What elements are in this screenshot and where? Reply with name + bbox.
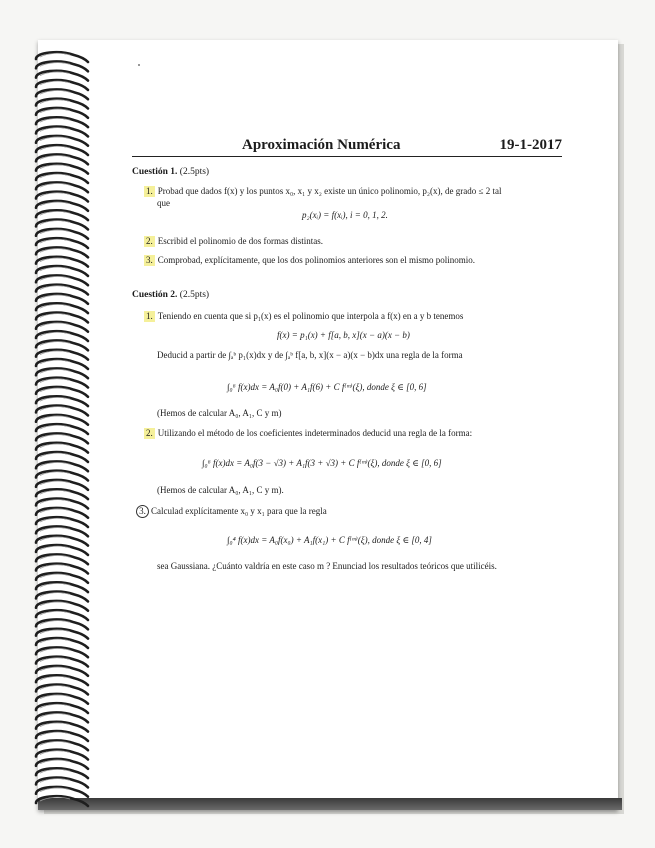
q1-item-1-text: Probad que dados f(x) y los puntos x₀, x₁ y x₂ existe un único polinomio, p₂(x), de grado ≤ 2 tal xyxy=(157,186,502,196)
q2-title: Cuestión 2. xyxy=(132,290,178,300)
paper-speck xyxy=(138,64,140,66)
q2-item-2-text: Utilizando el método de los coeficientes indeterminados deducid una regla de la forma: xyxy=(157,428,473,438)
q2-heading xyxy=(132,290,209,302)
q2-item-3-text: Calculad explícitamente x₀ y x₁ para que la regla xyxy=(151,506,327,516)
q2-item-1 xyxy=(144,311,554,322)
q1-item-1-text-cont: que xyxy=(157,198,170,208)
q2-item-1-formula-2: ∫₀⁶ f(x)dx = A₀f(0) + A₁f(6) + C f⁽ᵐ⁾(ξ), donde ξ ∈ [0, 6] xyxy=(227,382,427,392)
q1-item-3 xyxy=(144,255,554,266)
q1-item-1-formula: p₂(xᵢ) = f(xᵢ), i = 0, 1, 2. xyxy=(302,210,388,220)
q2-item-1-text-2: Deducid a partir de ∫ₐᵇ p₁(x)dx y de ∫ₐᵇ f[a, b, x](x − a)(x − b)dx una regla de la forma xyxy=(157,350,463,360)
q1-points: (2.5pts) xyxy=(179,167,210,177)
q1-item-1 xyxy=(144,186,554,197)
q2-item-3-text-2: sea Gaussiana. ¿Cuánto valdría en este caso m ? Enunciad los resultados teóricos que utilicéis. xyxy=(157,561,497,571)
q1-heading xyxy=(132,167,209,179)
exam-date: 19-1-2017 xyxy=(499,137,562,153)
exam-content xyxy=(132,0,562,848)
q1-item-3-text: Comprobad, explícitamente, que los dos polinomios anteriores son el mismo polinomio. xyxy=(157,255,475,265)
spiral-binding-icon xyxy=(30,50,110,810)
exam-header xyxy=(132,136,562,157)
q1-item-2-text: Escribid el polinomio de dos formas distintas. xyxy=(157,236,323,246)
q1-item-3-number: 3. xyxy=(146,255,153,265)
q2-item-2 xyxy=(144,428,554,439)
q1-item-1-number: 1. xyxy=(146,186,153,196)
q2-item-1-formula-1: f(x) = p₁(x) + f[a, b, x](x − a)(x − b) xyxy=(277,330,410,340)
q2-item-1-number: 1. xyxy=(146,311,153,321)
q2-item-3-number-circled: 3. xyxy=(136,505,149,518)
q2-item-1-note: (Hemos de calcular A₀, A₁, C y m) xyxy=(157,408,282,418)
exam-title: Aproximación Numérica xyxy=(242,137,401,153)
q2-item-2-number: 2. xyxy=(146,428,153,438)
q2-item-3 xyxy=(136,505,546,518)
q2-item-1-text: Teniendo en cuenta que si p₁(x) es el polinomio que interpola a f(x) en a y b tenemos xyxy=(157,311,464,321)
q2-item-2-formula: ∫₀⁶ f(x)dx = A₀f(3 − √3) + A₁f(3 + √3) + C f⁽ᵐ⁾(ξ), donde ξ ∈ [0, 6] xyxy=(202,458,442,468)
q1-title: Cuestión 1. xyxy=(132,167,178,177)
q2-points: (2.5pts) xyxy=(179,290,210,300)
q2-item-2-note: (Hemos de calcular A₀, A₁, C y m). xyxy=(157,485,284,495)
q1-item-2-number: 2. xyxy=(146,236,153,246)
q2-item-3-formula: ∫₀⁴ f(x)dx = A₀f(x₀) + A₁f(x₁) + C f⁽ᵐ⁾(ξ), donde ξ ∈ [0, 4] xyxy=(227,535,432,545)
q1-item-2 xyxy=(144,236,554,247)
